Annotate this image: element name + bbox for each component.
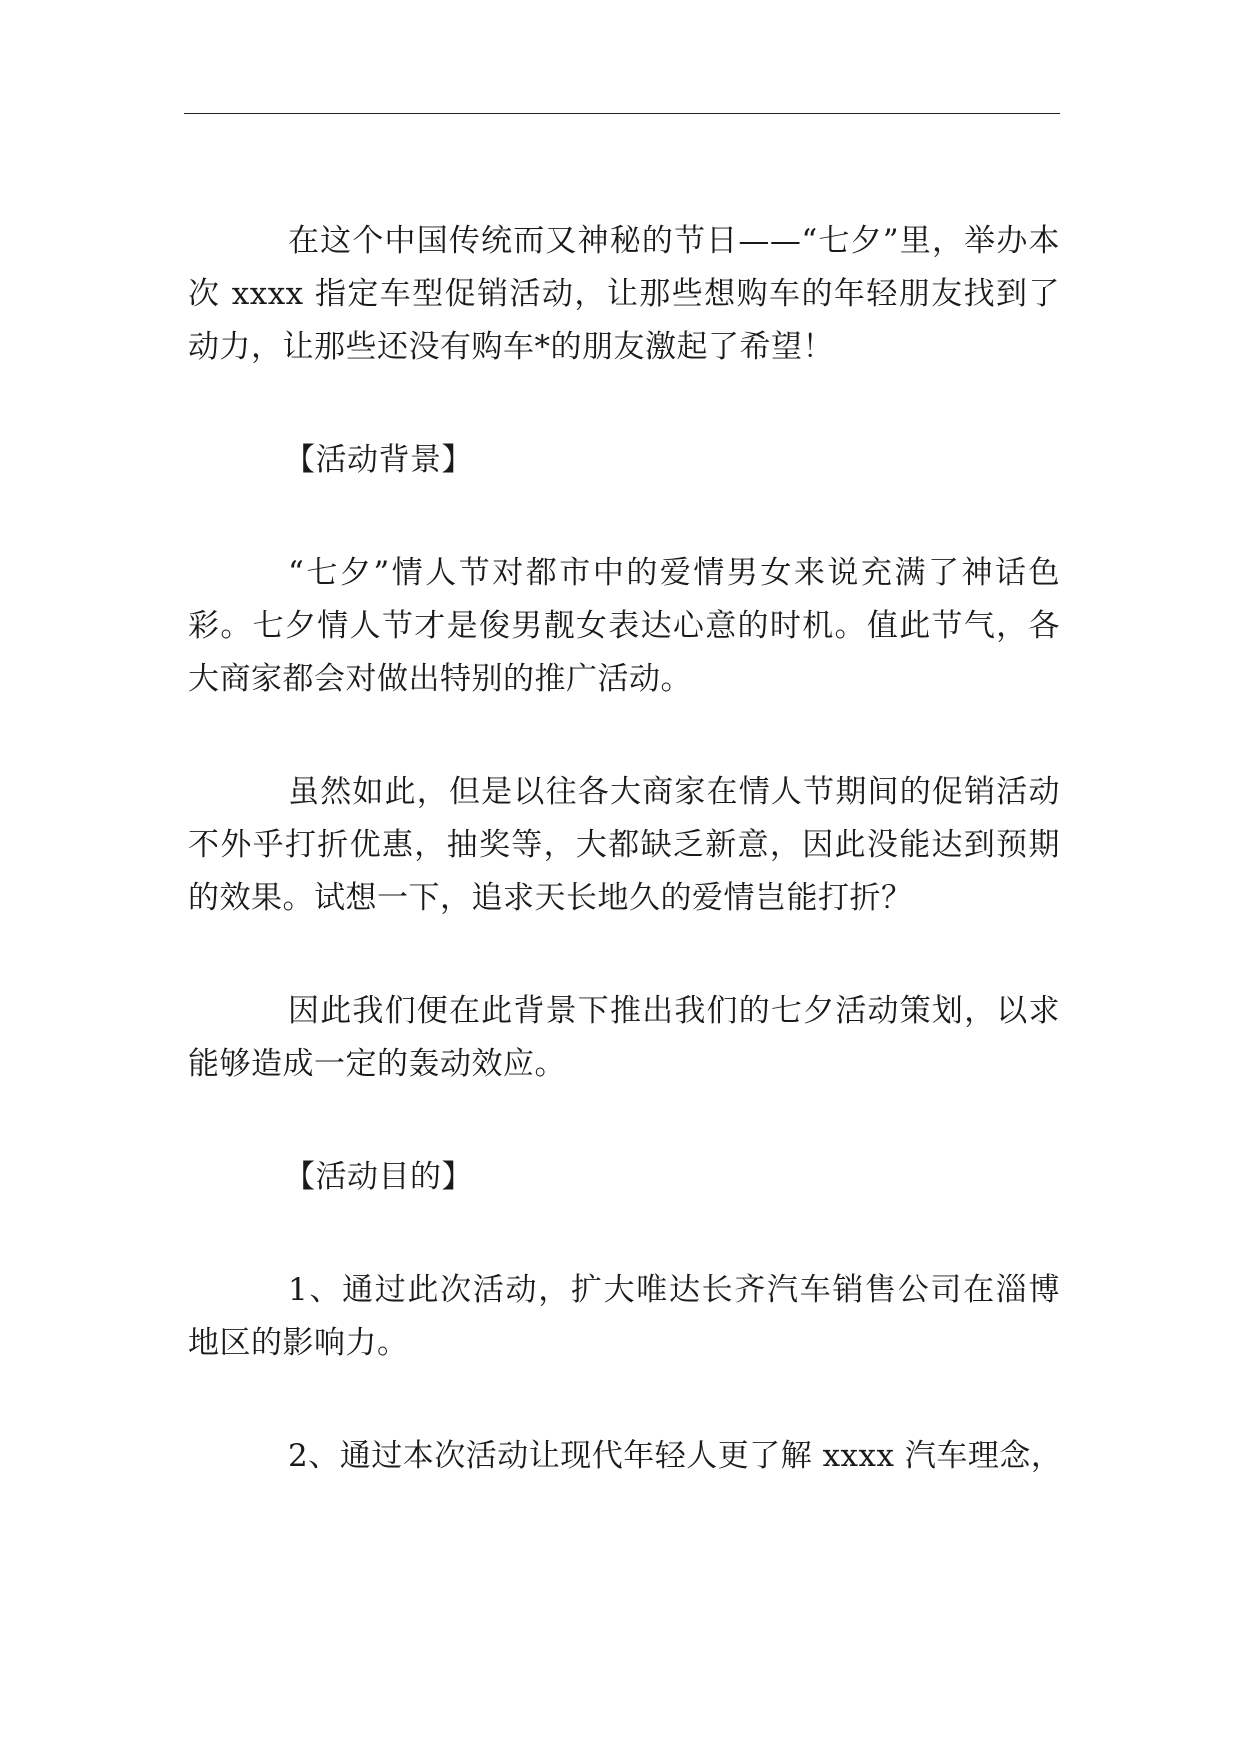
header-rule (184, 113, 1060, 114)
purpose-item-1: 1、通过此次活动，扩大唯达长齐汽车销售公司在淄博地区的影响力。 (188, 1272, 1060, 1361)
background-paragraph-2: 虽然如此，但是以往各大商家在情人节期间的促销活动不外乎打折优惠，抽奖等，大都缺乏新意，因此没能达到预期的效果。试想一下，追求天长地久的爱情岂能打折？ (188, 774, 1060, 916)
section-heading-background: 【活动背景】 (284, 442, 473, 478)
background-paragraph-3: 因此我们便在此背景下推出我们的七夕活动策划，以求能够造成一定的轰动效应。 (188, 993, 1060, 1082)
background-paragraph-1: “七夕”情人节对都市中的爱情男女来说充满了神话色彩。七夕情人节才是俊男靓女表达心意的时机。值此节气，各大商家都会对做出特别的推广活动。 (188, 555, 1060, 697)
purpose-item-2: 2、通过本次活动让现代年轻人更了解 xxxx 汽车理念， (288, 1438, 1063, 1474)
document-body (188, 215, 1063, 1483)
intro-paragraph: 在这个中国传统而又神秘的节日——“七夕”里，举办本次 xxxx 指定车型促销活动，让那些想购车的年轻朋友找到了动力，让那些还没有购车*的朋友激起了希望！ (188, 223, 1060, 365)
section-heading-purpose: 【活动目的】 (284, 1159, 473, 1195)
